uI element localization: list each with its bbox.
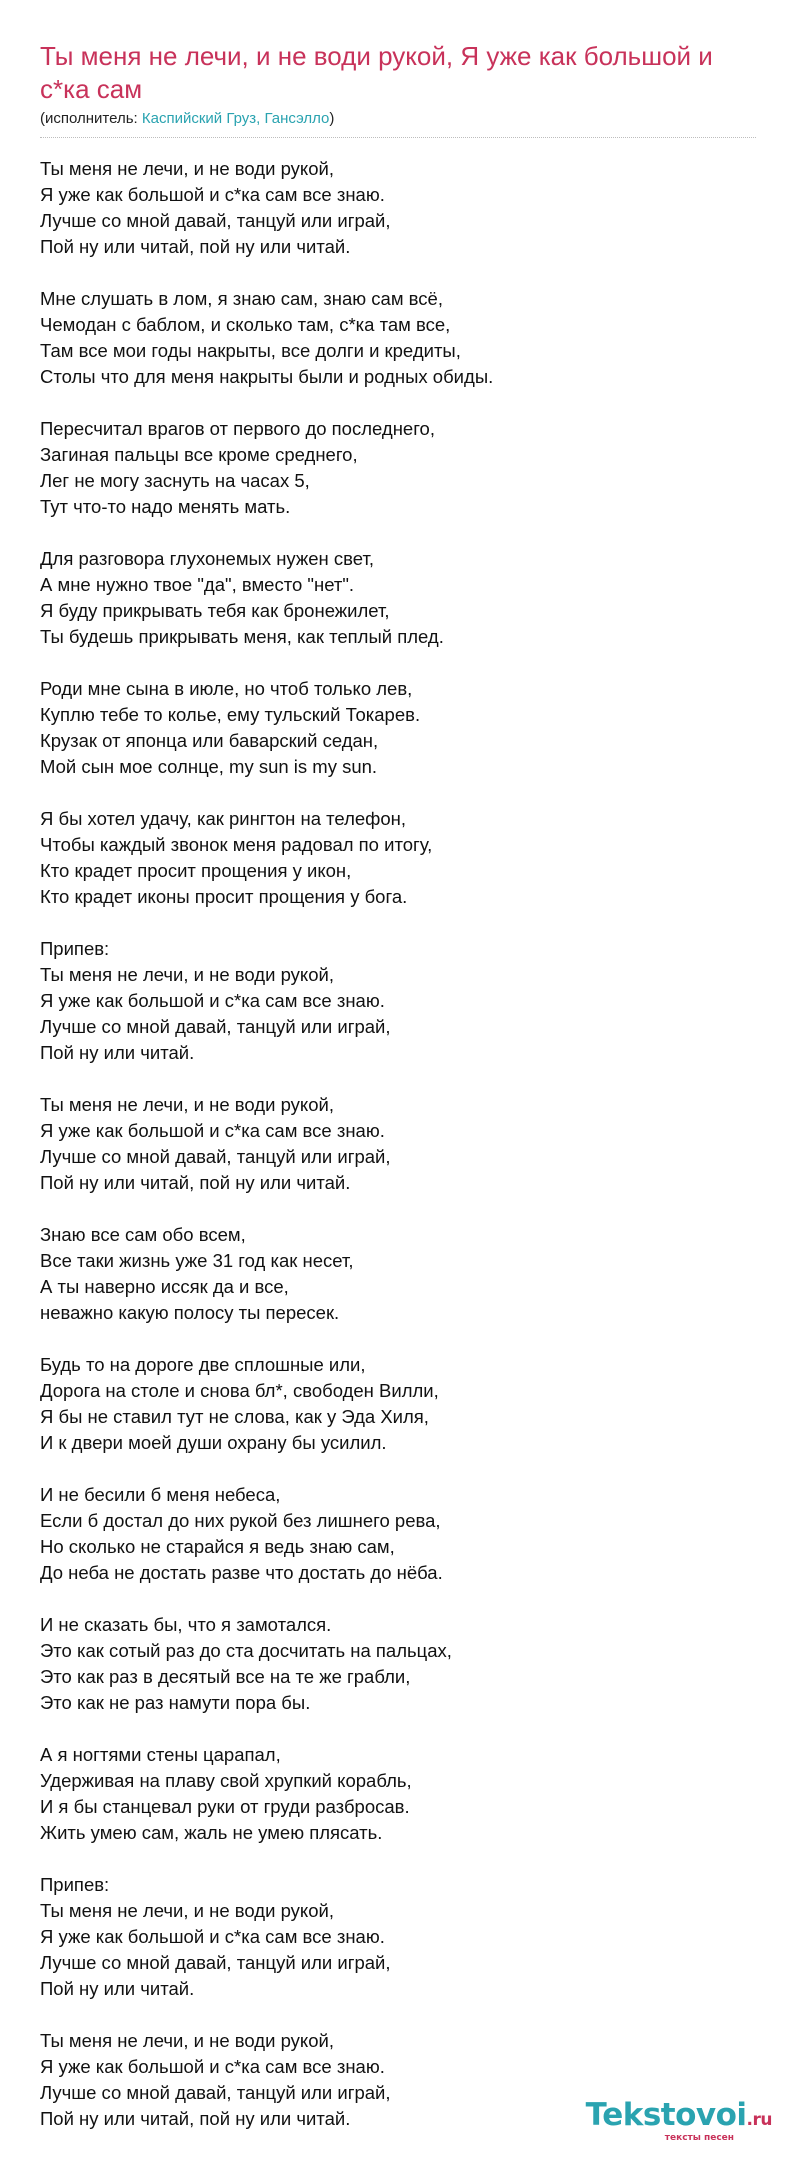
lyrics-line: неважно какую полосу ты пересек. xyxy=(40,1302,340,1323)
lyrics-line: Чемодан с баблом, и сколько там, с*ка там все, xyxy=(40,314,451,335)
lyrics-line: Пой ну или читай. xyxy=(40,1978,195,1999)
lyrics-line: Тут что-то надо менять мать. xyxy=(40,496,291,517)
lyrics-line: А ты наверно иссяк да и все, xyxy=(40,1276,289,1297)
lyrics-line: Я бы не ставил тут не слова, как у Эда Хиля, xyxy=(40,1406,429,1427)
lyrics-line: Крузак от японца или баварский седан, xyxy=(40,730,379,751)
lyrics-line: Лучше со мной давай, танцуй или играй, xyxy=(40,1146,391,1167)
lyrics-line: Я уже как большой и с*ка сам все знаю. xyxy=(40,1926,385,1947)
song-title: Ты меня не лечи, и не води рукой, Я уже как большой и с*ка сам xyxy=(40,41,713,104)
lyrics-line: Пой ну или читай, пой ну или читай. xyxy=(40,2108,351,2129)
lyrics-stanza xyxy=(40,1222,756,1326)
lyrics-line: Ты меня не лечи, и не води рукой, xyxy=(40,158,334,179)
performer-line xyxy=(40,110,756,138)
lyrics-line: Я уже как большой и с*ка сам все знаю. xyxy=(40,2056,385,2077)
lyrics-line: Я бы хотел удачу, как рингтон на телефон, xyxy=(40,808,407,829)
lyrics-line: Пой ну или читай, пой ну или читай. xyxy=(40,236,351,257)
lyrics-text xyxy=(40,156,756,2132)
lyrics-line: Припев: xyxy=(40,938,110,959)
lyrics-line: Для разговора глухонемых нужен свет, xyxy=(40,548,375,569)
lyrics-stanza xyxy=(40,936,756,1066)
lyrics-line: Там все мои годы накрыты, все долги и кредиты, xyxy=(40,340,461,361)
lyrics-line: Я уже как большой и с*ка сам все знаю. xyxy=(40,184,385,205)
lyrics-line: Удерживая на плаву свой хрупкий корабль, xyxy=(40,1770,412,1791)
lyrics-line: Если б достал до них рукой без лишнего рева, xyxy=(40,1510,441,1531)
performer-link[interactable]: Каспийский Груз, Гансэлло xyxy=(141,110,330,127)
lyrics-line: И я бы станцевал руки от груди разбросав. xyxy=(40,1796,410,1817)
lyrics-stanza xyxy=(40,1612,756,1716)
logo-name: Tekstovoi xyxy=(585,2097,747,2133)
lyrics-line: Знаю все сам обо всем, xyxy=(40,1224,246,1245)
lyrics-line: Ты меня не лечи, и не води рукой, xyxy=(40,1900,334,1921)
lyrics-line: Все таки жизнь уже 31 год как несет, xyxy=(40,1250,354,1271)
lyrics-line: И не сказать бы, что я замотался. xyxy=(40,1614,332,1635)
lyrics-line: Лучше со мной давай, танцуй или играй, xyxy=(40,1952,391,1973)
lyrics-line: Это как сотый раз до ста досчитать на пальцах, xyxy=(40,1640,452,1661)
lyrics-stanza xyxy=(40,546,756,650)
lyrics-line: И не бесили б меня небеса, xyxy=(40,1484,281,1505)
lyrics-line: Ты меня не лечи, и не води рукой, xyxy=(40,1094,334,1115)
lyrics-line: Лучше со мной давай, танцуй или играй, xyxy=(40,2082,391,2103)
lyrics-line: Пересчитал врагов от первого до последнего, xyxy=(40,418,435,439)
lyrics-line: Пой ну или читай, пой ну или читай. xyxy=(40,1172,351,1193)
lyrics-stanza xyxy=(40,1092,756,1196)
performer-suffix: ) xyxy=(329,110,335,127)
lyrics-line: Лег не могу заснуть на часах 5, xyxy=(40,470,310,491)
lyrics-line: Это как не раз намути пора бы. xyxy=(40,1692,311,1713)
lyrics-line: Столы что для меня накрыты были и родных обиды. xyxy=(40,366,494,387)
logo-tagline: тексты песен xyxy=(664,2133,734,2143)
lyrics-line: Кто крадет иконы просит прощения у бога. xyxy=(40,886,408,907)
lyrics-card-content xyxy=(40,40,756,2158)
lyrics-line: Куплю тебе то колье, ему тульский Токарев. xyxy=(40,704,421,725)
lyrics-line: Лучше со мной давай, танцуй или играй, xyxy=(40,1016,391,1037)
lyrics-line: Чтобы каждый звонок меня радовал по итогу, xyxy=(40,834,433,855)
lyrics-stanza xyxy=(40,1482,756,1586)
lyrics-line: Ты будешь прикрывать меня, как теплый плед. xyxy=(40,626,444,647)
lyrics-line: Мой сын мое солнце, my sun is my sun. xyxy=(40,756,378,777)
lyrics-line: Лучше со мной давай, танцуй или играй, xyxy=(40,210,391,231)
lyrics-stanza xyxy=(40,1872,756,2002)
lyrics-line: Ты меня не лечи, и не води рукой, xyxy=(40,964,334,985)
lyrics-stanza xyxy=(40,156,756,260)
lyrics-line: Мне слушать в лом, я знаю сам, знаю сам всё, xyxy=(40,288,443,309)
lyrics-line: А я ногтями стены царапал, xyxy=(40,1744,281,1765)
lyrics-line: Это как раз в десятый все на те же грабли, xyxy=(40,1666,411,1687)
lyrics-line: А мне нужно твое "да", вместо "нет". xyxy=(40,574,355,595)
lyrics-stanza xyxy=(40,1352,756,1456)
lyrics-stanza xyxy=(40,676,756,780)
lyrics-line: Роди мне сына в июле, но чтоб только лев, xyxy=(40,678,413,699)
lyrics-stanza xyxy=(40,1742,756,1846)
lyrics-line: Я уже как большой и с*ка сам все знаю. xyxy=(40,990,385,1011)
lyrics-line: Жить умею сам, жаль не умею плясать. xyxy=(40,1822,383,1843)
lyrics-line: До неба не достать разве что достать до нёба. xyxy=(40,1562,443,1583)
lyrics-stanza xyxy=(40,416,756,520)
logo-wordmark xyxy=(586,2098,772,2137)
lyrics-line: Загиная пальцы все кроме среднего, xyxy=(40,444,358,465)
lyrics-line: Кто крадет просит прощения у икон, xyxy=(40,860,352,881)
lyrics-line: Я буду прикрывать тебя как бронежилет, xyxy=(40,600,390,621)
lyrics-stanza xyxy=(40,286,756,390)
lyrics-line: Ты меня не лечи, и не води рукой, xyxy=(40,2030,334,2051)
lyrics-line: Пой ну или читай. xyxy=(40,1042,195,1063)
logo-tld: .ru xyxy=(746,2110,772,2130)
lyrics-line: Я уже как большой и с*ка сам все знаю. xyxy=(40,1120,385,1141)
site-logo[interactable] xyxy=(586,2098,772,2143)
lyrics-line: Припев: xyxy=(40,1874,110,1895)
lyrics-line: Но сколько не старайся я ведь знаю сам, xyxy=(40,1536,395,1557)
lyrics-line: Будь то на дороге две сплошные или, xyxy=(40,1354,366,1375)
lyrics-line: Дорога на столе и снова бл*, свободен Вилли, xyxy=(40,1380,439,1401)
lyrics-stanza xyxy=(40,806,756,910)
performer-prefix: (исполнитель: xyxy=(40,110,142,127)
lyrics-line: И к двери моей души охрану бы усилил. xyxy=(40,1432,387,1453)
